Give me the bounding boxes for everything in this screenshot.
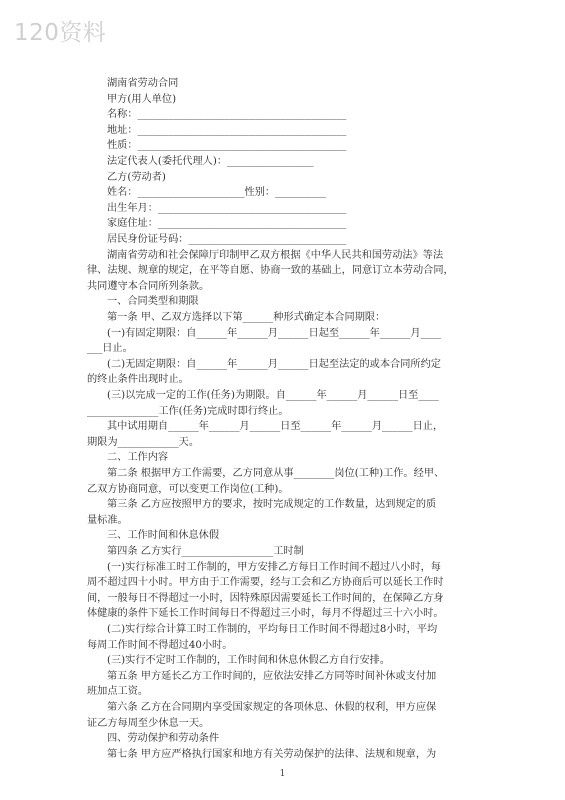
section-heading: 四、劳动保护和劳动条件 xyxy=(107,733,220,745)
article-6: 第六条 乙方在合同期内享受国家规定的各项休息、休假的权利，甲方应保 xyxy=(107,702,437,713)
article-4-clause-2-cont: 每周工作时间不得超过40小时。 xyxy=(87,639,233,651)
article-1-clause-2: (二)无固定期限：自______年______月______日起至法定的或本合同所约定 xyxy=(107,358,441,370)
preamble-line: 共同遵守本合同所列条款。 xyxy=(87,280,210,292)
preamble-line: 律、法规、规章的规定，在平等自愿、协商一致的基础上，同意订立本劳动合同， xyxy=(87,265,454,277)
article-4-clause-1: (一)实行标准工时工作制的，甲方安排乙方每日工作时间不超过八小时，每 xyxy=(107,561,441,573)
article-1-clause-1: (一)有固定期限：自______年______月______日起至______年______月____ xyxy=(107,327,441,339)
article-1-clause-1-cont: ___日止。 xyxy=(87,343,133,355)
id-number-field: 居民身份证号码：_______________________________ xyxy=(107,234,347,245)
article-3-cont: 量标准。 xyxy=(87,514,128,526)
party-b-heading: 乙方(劳动者) xyxy=(107,171,166,183)
article-4-clause-3: (三)实行不定时工作制的，工作时间和休息休假乙方自行安排。 xyxy=(107,655,391,667)
home-address-field: 家庭住址：_____________________________________ xyxy=(107,218,347,230)
article-4-clause-1-cont: 周不超过四十小时。甲方由于工作需要，经与工会和乙方协商后可以延长工作时 xyxy=(87,577,444,589)
section-heading: 一、合同类型和期限 xyxy=(107,296,199,308)
article-1: 第一条 甲、乙双方选择以下第______种形式确定本合同期限： xyxy=(107,312,386,323)
page-number: 1 xyxy=(279,769,286,780)
article-4-clause-1-cont: 体健康的条件下延长工作时间每日不得超过三小时，每月不得超过三十六小时。 xyxy=(87,608,444,620)
party-a-address-field: 地址：_________________________________________ xyxy=(107,124,347,136)
section-heading: 二、工作内容 xyxy=(107,452,169,464)
party-a-nature-field: 性质：_________________________________________ xyxy=(107,140,347,152)
article-4-clause-2: (二)实行综合计算工时工作制的，平均每日工作时间不得超过8小时，平均 xyxy=(107,624,438,635)
section-heading: 三、工作时间和休息休假 xyxy=(107,530,220,542)
party-b-name-gender-field: 姓名：_____________________性别：__________ xyxy=(107,187,327,199)
article-1-clause-3-cont: ______________工作(任务)完成时即行终止。 xyxy=(87,405,289,417)
article-1-clause-3: (三)以完成一定的工作(任务)为期限。自______年______月______日至____ xyxy=(107,390,439,401)
article-1-clause-2-cont: 的终止条件出现时止。 xyxy=(87,374,189,386)
article-2-cont: 乙双方协商同意，可以变更工作岗位(工种)。 xyxy=(87,483,289,495)
article-7: 第七条 甲方应严格执行国家和地方有关劳动保护的法律、法规和规章，为 xyxy=(107,748,437,760)
preamble-line: 湖南省劳动和社会保障厅印制甲乙双方根据《中华人民共和国劳动法》等法 xyxy=(107,249,444,261)
legal-representative-field: 法定代表人(委托代理人)：_________________ xyxy=(107,156,314,167)
article-6-cont: 证乙方每周至少休息一天。 xyxy=(87,717,210,729)
article-3: 第三条 乙方应按照甲方的要求，按时完成规定的工作数量，达到规定的质 xyxy=(107,499,437,511)
article-2: 第二条 根据甲方工作需要，乙方同意从事________岗位(工种)工作。经甲、 xyxy=(107,468,445,479)
probation-line-cont: 期限为____________天。 xyxy=(87,436,200,448)
party-a-name-field: 名称：_________________________________________ xyxy=(107,109,347,121)
article-5: 第五条 甲方延长乙方工作时间的，应依法安排乙方同等时间补休或支付加 xyxy=(107,670,437,682)
doc-title: 湖南省劳动合同 xyxy=(107,78,179,89)
probation-line: 其中试用期自______年______月______日至______年______月______日止， xyxy=(107,421,444,433)
watermark-logo: 120资料 xyxy=(14,20,107,46)
party-a-heading: 甲方(用人单位) xyxy=(107,93,177,105)
birth-date-field: 出生年月：_____________________________________ xyxy=(107,202,347,214)
article-5-cont: 班加点工资。 xyxy=(87,686,149,698)
article-4-clause-1-cont: 间，一般每日不得超过一小时，因特殊原因需要延长工作时间的，在保障乙方身 xyxy=(87,592,444,604)
article-4: 第四条 乙方实行__________________工时制 xyxy=(107,546,304,557)
